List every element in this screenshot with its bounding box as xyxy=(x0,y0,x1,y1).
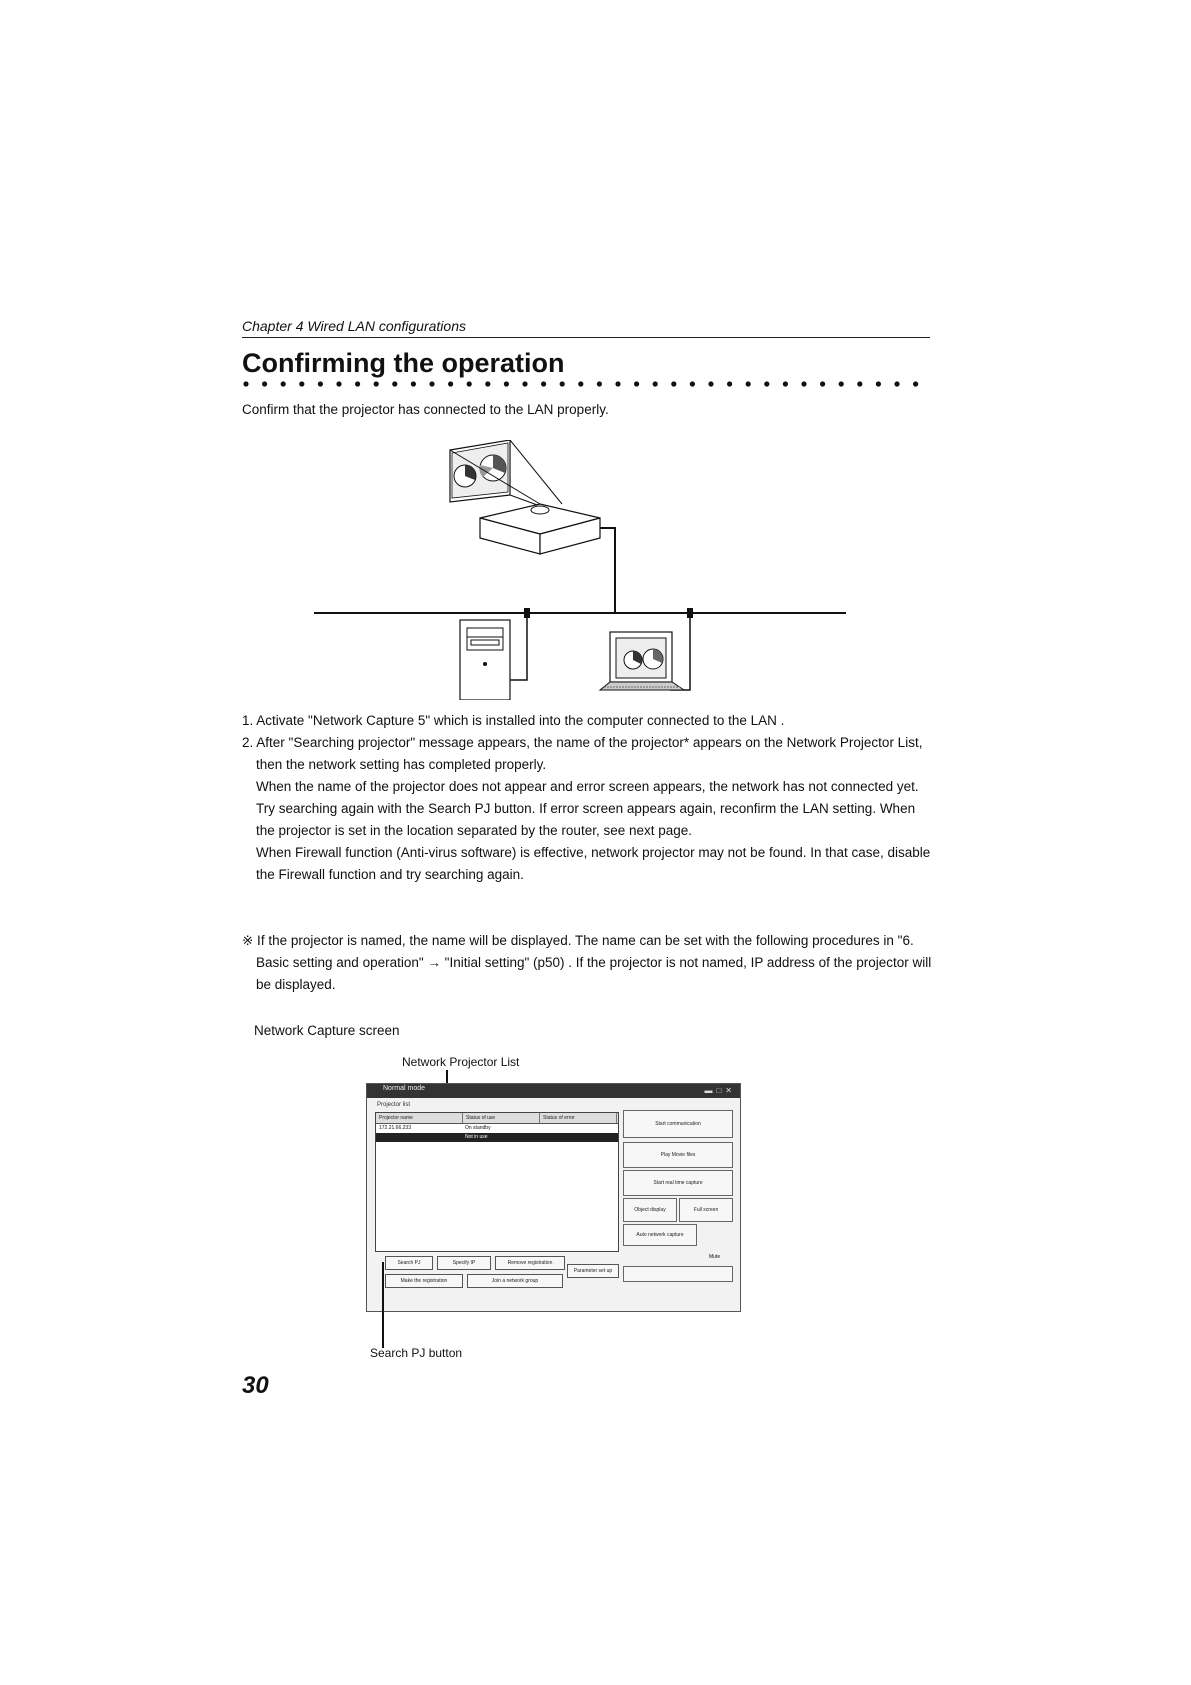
divider-dot xyxy=(671,381,676,386)
divider-dot xyxy=(262,381,267,386)
divider-dot xyxy=(560,381,565,386)
divider-dot xyxy=(281,381,286,386)
step-2: 2. After "Searching projector" message appears, the name of the projector* appears on the Network Projector List, then the network setting has completed properly. xyxy=(242,735,923,772)
play-movie-files-button[interactable]: Play Movie files xyxy=(623,1142,733,1168)
projector-list-label: Projector list xyxy=(377,1102,411,1108)
chapter-heading: Chapter 4 Wired LAN configurations xyxy=(242,318,466,334)
laptop-computer-icon xyxy=(600,632,684,690)
divider-dot xyxy=(857,381,862,386)
divider-dot xyxy=(299,381,304,386)
divider-dot xyxy=(578,381,583,386)
divider-dot xyxy=(690,381,695,386)
callout-button-line xyxy=(382,1262,384,1348)
divider-dot xyxy=(485,381,490,386)
divider-dot xyxy=(839,381,844,386)
page-number: 30 xyxy=(242,1372,269,1399)
callout-list-label: Network Projector List xyxy=(402,1055,520,1069)
divider-dot xyxy=(504,381,509,386)
column-status-of-use[interactable]: Status of use xyxy=(463,1113,540,1123)
network-capture-window xyxy=(366,1083,741,1312)
divider-dot xyxy=(467,381,472,386)
window-title: Normal mode xyxy=(383,1085,426,1092)
divider-dot xyxy=(746,381,751,386)
make-registration-button[interactable]: Make the registration xyxy=(385,1274,463,1288)
specify-ip-button[interactable]: Specify IP xyxy=(437,1256,491,1270)
row-error xyxy=(538,1124,614,1133)
divider-dot xyxy=(727,381,732,386)
column-status-of-error[interactable]: Status of error xyxy=(540,1113,617,1123)
divider-dot xyxy=(783,381,788,386)
divider-dot xyxy=(541,381,546,386)
divider-dot xyxy=(876,381,881,386)
divider-dot xyxy=(764,381,769,386)
projector-icon xyxy=(480,504,600,554)
divider-dot xyxy=(894,381,899,386)
divider-dot xyxy=(448,381,453,386)
row-error xyxy=(538,1133,614,1142)
column-projector-name[interactable]: Projector name xyxy=(376,1113,463,1123)
window-titlebar xyxy=(367,1084,740,1098)
list-header xyxy=(376,1113,618,1124)
divider-dot xyxy=(634,381,639,386)
desktop-computer-icon xyxy=(460,620,510,700)
header-rule xyxy=(242,337,930,338)
auto-network-capture-button[interactable]: Auto network capture xyxy=(623,1224,697,1246)
window-controls xyxy=(704,1086,736,1095)
projector-name-note xyxy=(242,930,932,996)
divider-dot xyxy=(801,381,806,386)
row-status: On standby xyxy=(465,1125,491,1131)
search-pj-button[interactable]: Search PJ xyxy=(385,1256,433,1270)
divider-dot xyxy=(913,381,918,386)
network-projector-list[interactable] xyxy=(375,1112,619,1252)
minimize-icon[interactable]: ▬ xyxy=(704,1086,717,1095)
divider-dot xyxy=(708,381,713,386)
divider-dot xyxy=(411,381,416,386)
maximize-icon[interactable]: □ xyxy=(716,1086,726,1095)
start-communication-button[interactable]: Start communication xyxy=(623,1110,733,1138)
divider-dot xyxy=(615,381,620,386)
divider-dot xyxy=(336,381,341,386)
close-icon[interactable]: ✕ xyxy=(725,1086,736,1095)
start-real-time-capture-button[interactable]: Start real time capture xyxy=(623,1170,733,1196)
join-network-group-button[interactable]: Join a network group xyxy=(467,1274,563,1288)
step-2-firewall-note: When Firewall function (Anti-virus software) is effective, network projector may not be found. In that case, disable the Firewall function and try searching again. xyxy=(256,845,931,882)
row-name: 172.21.66.233 xyxy=(379,1125,411,1131)
row-name xyxy=(376,1133,462,1142)
step-2-error-note: When the name of the projector does not appear and error screen appears, the network has not connected yet. Try searching again with the Search PJ button. If error screen appears again, reconfirm the LAN setting. When the projector is set in the location separated by the router, see next page. xyxy=(256,779,919,838)
step-1: 1. Activate "Network Capture 5" which is installed into the computer connected to the LAN . xyxy=(242,713,785,728)
remove-registration-button[interactable]: Remove registration xyxy=(495,1256,565,1270)
divider-dot xyxy=(522,381,527,386)
divider-dot xyxy=(318,381,323,386)
note-text: ※ If the projector is named, the name will be displayed. The name can be set with the following procedures in "6. Basic setting and operation" → "Initial setting" (p50) . If the projector is not named, IP address of the projector will be displayed. xyxy=(242,933,932,992)
full-screen-button[interactable]: Full screen xyxy=(679,1198,733,1222)
network-diagram xyxy=(300,440,860,700)
object-display-button[interactable]: Object display xyxy=(623,1198,677,1222)
row-status: Not in use xyxy=(465,1134,488,1140)
divider-dot xyxy=(429,381,434,386)
projection-screen-icon xyxy=(450,440,562,506)
divider-dot xyxy=(374,381,379,386)
divider-dot xyxy=(355,381,360,386)
divider-dot xyxy=(653,381,658,386)
list-item[interactable] xyxy=(376,1124,618,1133)
divider-dot xyxy=(820,381,825,386)
parameter-set-up-button[interactable]: Parameter set up xyxy=(567,1264,619,1278)
intro-text: Confirm that the projector has connected to the LAN properly. xyxy=(242,402,609,417)
instruction-steps xyxy=(242,710,932,886)
section-title: Confirming the operation xyxy=(242,348,565,378)
dotted-divider xyxy=(242,380,932,388)
volume-slider[interactable] xyxy=(623,1266,733,1282)
screen-caption: Network Capture screen xyxy=(254,1023,400,1038)
divider-dot xyxy=(597,381,602,386)
divider-dot xyxy=(392,381,397,386)
callout-button-label: Search PJ button xyxy=(370,1346,463,1360)
mute-checkbox[interactable]: Mute xyxy=(709,1254,721,1260)
divider-dot xyxy=(243,381,248,386)
list-item-selected[interactable] xyxy=(376,1133,618,1142)
